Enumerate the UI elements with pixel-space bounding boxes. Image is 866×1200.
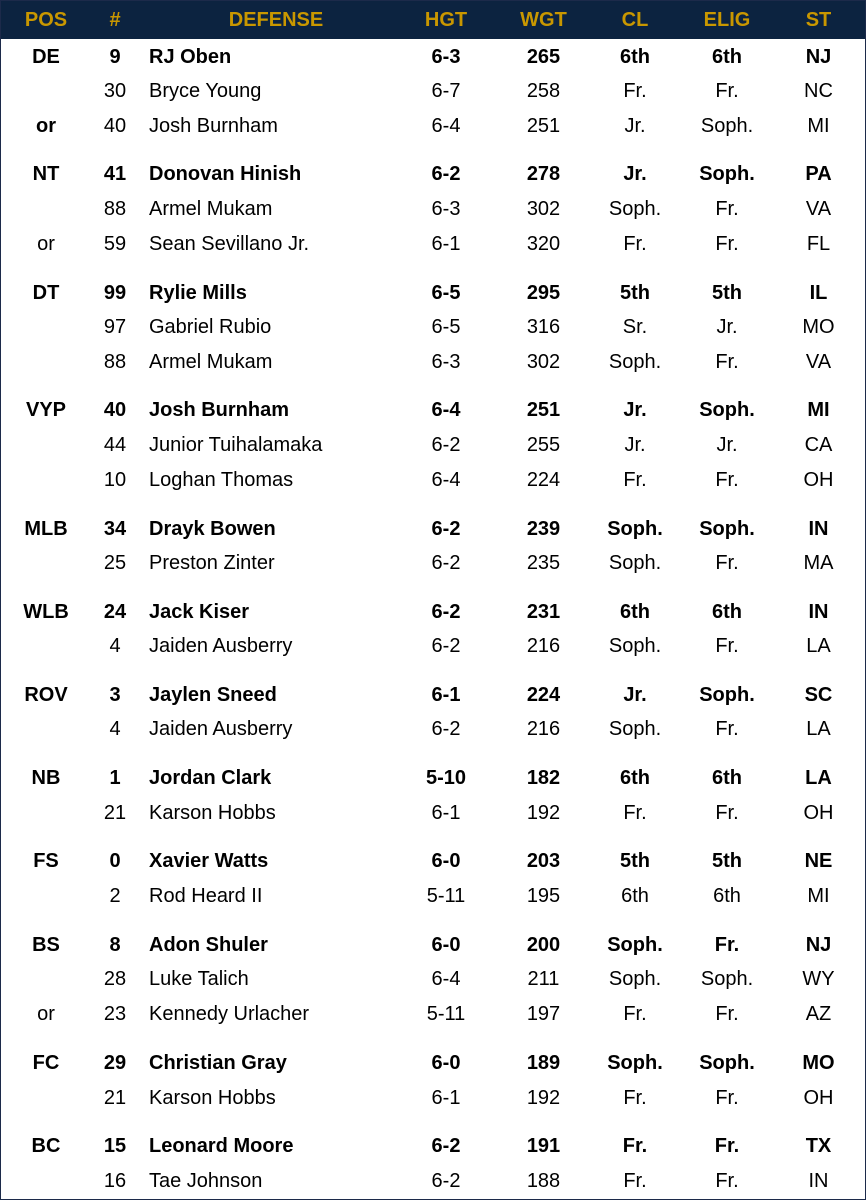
row-player-name: Josh Burnham [149,115,278,137]
row-class: Soph. [608,968,662,990]
row-player-name: Karson Hobbs [149,1087,276,1109]
table-row [1,546,865,580]
row-number: 88 [103,351,127,373]
row-eligibility: Fr. [715,1003,739,1025]
row-state: MI [807,399,830,421]
row-state: MI [807,115,830,137]
row-state: TX [805,1135,832,1157]
row-number: 21 [103,1087,127,1109]
header-defense: DEFENSE [228,9,324,31]
row-number: 41 [103,163,127,185]
row-eligibility: Fr. [715,718,739,740]
row-eligibility: Soph. [699,163,755,185]
row-class: Jr. [624,434,646,456]
row-weight: 195 [526,885,561,907]
row-pos: NB [31,767,61,789]
table-row [1,109,865,143]
row-number: 29 [103,1052,127,1074]
row-height: 6-2 [431,163,461,185]
row-weight: 251 [526,399,561,421]
row-player-name: Rod Heard II [149,885,263,907]
row-number: 97 [103,316,127,338]
row-height: 6-3 [431,46,461,68]
row-eligibility: 6th [712,46,742,68]
row-pos [1,629,91,663]
row-height: 6-7 [431,80,461,102]
table-row [1,928,865,962]
row-state: LA [806,718,831,740]
row-height: 6-2 [431,1135,461,1157]
row-player-name: Leonard Moore [149,1135,294,1157]
row-number: 4 [109,635,121,657]
row-weight: 211 [527,968,560,990]
row-height: 6-4 [431,115,461,137]
row-eligibility: Fr. [715,233,739,255]
table-row [1,74,865,108]
table-row [1,629,865,663]
row-state: WY [802,968,835,990]
row-pos: NT [32,163,60,185]
row-state: PA [805,163,832,185]
row-number: 16 [103,1170,127,1192]
row-class: 5th [620,282,650,304]
row-eligibility: Fr. [715,1087,739,1109]
row-number: 0 [109,850,121,872]
table-row [1,157,865,191]
row-weight: 216 [526,635,561,657]
row-height: 6-0 [431,934,461,956]
row-weight: 203 [526,850,561,872]
row-height: 5-11 [426,885,466,907]
row-number: 30 [103,80,127,102]
row-height: 6-2 [431,518,461,540]
row-player-name: Donovan Hinish [149,163,302,185]
row-class: Fr. [623,1003,647,1025]
row-weight: 320 [526,233,561,255]
row-class: Soph. [608,635,662,657]
table-row [1,1129,865,1163]
row-number: 34 [103,518,127,540]
row-class: Jr. [624,115,646,137]
header-class: CL [621,9,649,31]
row-class: Fr. [623,1170,647,1192]
row-player-name: Jaiden Ausberry [149,635,293,657]
row-pos [1,712,91,746]
row-height: 6-0 [431,850,461,872]
row-state: NE [804,850,833,872]
row-player-name: Preston Zinter [149,552,275,574]
header-pos: POS [24,9,68,31]
row-weight: 302 [526,198,561,220]
row-pos [1,1081,91,1115]
row-state: AZ [805,1003,832,1025]
row-pos: FS [33,850,59,872]
row-number: 28 [103,968,127,990]
table-row [1,393,865,427]
row-pos [1,796,91,830]
row-pos: DE [32,46,60,68]
row-class: Jr. [623,684,647,706]
row-pos: BS [32,934,60,956]
row-class: 6th [620,601,650,623]
row-pos [1,546,91,580]
row-number: 1 [109,767,121,789]
table-row [1,678,865,712]
row-state: IN [808,518,829,540]
row-class: Fr. [623,469,647,491]
row-height: 5-11 [426,1003,466,1025]
row-class: Sr. [622,316,648,338]
row-number: 25 [103,552,127,574]
row-pos: FC [32,1052,60,1074]
row-height: 6-2 [431,601,461,623]
table-row [1,796,865,830]
row-eligibility: Fr. [715,1170,739,1192]
table-row [1,962,865,996]
row-weight: 251 [526,115,561,137]
table-row [1,276,865,310]
table-row [1,310,865,344]
row-class: 6th [620,767,650,789]
row-number: 10 [103,469,127,491]
row-pos: DT [32,282,60,304]
row-pos: or [37,1003,55,1025]
row-state: NJ [805,46,832,68]
header-weight: WGT [520,9,567,31]
row-state: SC [804,684,833,706]
row-state: NJ [805,934,832,956]
row-player-name: Kennedy Urlacher [149,1003,310,1025]
row-player-name: Bryce Young [149,80,262,102]
header-state: ST [805,9,832,31]
row-class: Soph. [607,1052,663,1074]
row-player-name: Sean Sevillano Jr. [149,233,310,255]
row-height: 5-10 [425,767,467,789]
row-number: 3 [109,684,121,706]
row-player-name: Xavier Watts [149,850,269,872]
row-class: Jr. [623,163,647,185]
row-weight: 278 [526,163,561,185]
row-weight: 316 [526,316,561,338]
table-row [1,712,865,746]
row-pos [1,1164,91,1198]
row-height: 6-1 [431,233,461,255]
row-weight: 295 [526,282,561,304]
row-class: Fr. [623,233,647,255]
row-height: 6-1 [431,684,461,706]
row-eligibility: Jr. [716,434,738,456]
row-state: VA [805,351,832,373]
row-player-name: Christian Gray [149,1052,287,1074]
row-class: 5th [620,850,650,872]
row-eligibility: Fr. [715,351,739,373]
row-number: 44 [103,434,127,456]
row-height: 6-2 [431,635,461,657]
row-state: IN [808,601,829,623]
row-number: 21 [103,802,127,824]
row-class: 6th [620,46,650,68]
row-height: 6-5 [431,282,461,304]
row-state: LA [806,635,831,657]
row-weight: 302 [526,351,561,373]
row-eligibility: Fr. [715,469,739,491]
row-class: Soph. [608,552,662,574]
row-weight: 182 [526,767,561,789]
table-row [1,512,865,546]
table-row [1,463,865,497]
header-number: # [109,9,121,31]
table-row [1,595,865,629]
row-eligibility: Soph. [700,968,754,990]
row-class: Fr. [622,1135,648,1157]
row-weight: 188 [526,1170,561,1192]
row-player-name: Rylie Mills [149,282,247,304]
row-number: 59 [103,233,127,255]
table-row [1,879,865,913]
row-eligibility: Soph. [699,518,755,540]
row-eligibility: Soph. [700,115,754,137]
row-pos [1,428,91,462]
row-player-name: Jaiden Ausberry [149,718,293,740]
row-state: OH [803,1087,834,1109]
row-player-name: Drayk Bowen [149,518,276,540]
row-weight: 255 [526,434,561,456]
row-state: NC [804,80,833,102]
row-weight: 189 [526,1052,561,1074]
row-weight: 224 [526,684,561,706]
row-state: OH [803,469,834,491]
row-height: 6-4 [431,968,461,990]
row-weight: 265 [526,46,561,68]
row-player-name: Adon Shuler [149,934,268,956]
row-class: Fr. [623,802,647,824]
row-number: 15 [103,1135,127,1157]
row-player-name: Junior Tuihalamaka [149,434,323,456]
row-state: CA [804,434,833,456]
table-row [1,844,865,878]
row-eligibility: Fr. [715,198,739,220]
table-row [1,1081,865,1115]
row-height: 6-1 [431,1087,461,1109]
row-weight: 216 [526,718,561,740]
row-height: 6-4 [431,399,461,421]
row-pos: or [37,233,55,255]
row-player-name: Gabriel Rubio [149,316,272,338]
row-class: Jr. [623,399,647,421]
row-height: 6-0 [431,1052,461,1074]
table-row [1,1046,865,1080]
row-height: 6-5 [431,316,461,338]
row-pos [1,192,91,226]
row-class: 6th [621,885,649,907]
row-weight: 231 [526,601,561,623]
row-eligibility: Fr. [715,552,739,574]
row-number: 4 [109,718,121,740]
row-weight: 235 [526,552,561,574]
row-pos: VYP [25,399,67,421]
row-eligibility: 6th [712,767,742,789]
row-pos [1,345,91,379]
table-row [1,40,865,74]
row-class: Soph. [608,351,662,373]
table-row [1,192,865,226]
row-state: MO [802,1052,835,1074]
row-eligibility: Fr. [715,635,739,657]
row-weight: 224 [526,469,561,491]
row-pos [1,962,91,996]
row-state: OH [803,802,834,824]
row-eligibility: Soph. [699,1052,755,1074]
header-eligibility: ELIG [703,9,751,31]
row-height: 6-1 [431,802,461,824]
row-height: 6-3 [431,351,461,373]
row-eligibility: Soph. [699,399,755,421]
row-player-name: Jack Kiser [149,601,250,623]
row-pos: MLB [24,518,68,540]
row-pos [1,74,91,108]
table-row [1,761,865,795]
row-state: FL [806,233,831,255]
row-eligibility: 6th [712,601,742,623]
row-eligibility: Fr. [714,1135,740,1157]
row-state: IL [809,282,828,304]
table-row [1,345,865,379]
row-pos [1,310,91,344]
table-row [1,428,865,462]
row-weight: 197 [526,1003,561,1025]
row-weight: 192 [526,1087,561,1109]
row-number: 23 [103,1003,127,1025]
row-pos: WLB [23,601,69,623]
header-height: HGT [424,9,468,31]
row-weight: 191 [526,1135,561,1157]
row-number: 88 [103,198,127,220]
row-number: 99 [103,282,127,304]
row-pos: or [36,115,56,137]
row-pos: BC [31,1135,61,1157]
row-eligibility: 6th [713,885,741,907]
row-state: VA [805,198,832,220]
row-number: 9 [109,46,121,68]
row-eligibility: Soph. [699,684,755,706]
row-player-name: RJ Oben [149,46,232,68]
row-player-name: Armel Mukam [149,351,273,373]
row-class: Fr. [623,1087,647,1109]
row-eligibility: 5th [712,850,742,872]
row-player-name: Loghan Thomas [149,469,294,491]
row-eligibility: Fr. [715,802,739,824]
row-height: 6-2 [431,718,461,740]
row-height: 6-4 [431,469,461,491]
row-weight: 192 [526,802,561,824]
row-height: 6-2 [431,434,461,456]
row-player-name: Jaylen Sneed [149,684,277,706]
row-player-name: Luke Talich [149,968,249,990]
table-row [1,1164,865,1198]
row-eligibility: Fr. [714,934,740,956]
row-player-name: Jordan Clark [149,767,272,789]
row-class: Soph. [607,934,663,956]
row-state: IN [808,1170,829,1192]
row-class: Soph. [607,518,663,540]
row-player-name: Karson Hobbs [149,802,276,824]
row-state: LA [805,767,832,789]
row-number: 40 [103,115,127,137]
row-player-name: Tae Johnson [149,1170,263,1192]
row-state: MA [803,552,834,574]
row-weight: 200 [526,934,561,956]
row-number: 8 [109,934,121,956]
row-number: 2 [109,885,121,907]
row-pos [1,879,91,913]
table-header [1,1,865,39]
table-row [1,227,865,261]
row-pos: ROV [24,684,68,706]
row-height: 6-3 [431,198,461,220]
row-eligibility: Fr. [715,80,739,102]
row-eligibility: Jr. [716,316,738,338]
row-weight: 239 [526,518,561,540]
row-state: MI [807,885,830,907]
row-number: 24 [103,601,127,623]
row-weight: 258 [526,80,561,102]
row-eligibility: 5th [712,282,742,304]
row-class: Soph. [608,718,662,740]
row-player-name: Josh Burnham [149,399,290,421]
row-height: 6-2 [431,552,461,574]
table-row [1,997,865,1031]
row-player-name: Armel Mukam [149,198,273,220]
row-height: 6-2 [431,1170,461,1192]
row-class: Fr. [623,80,647,102]
row-state: MO [802,316,835,338]
row-number: 40 [103,399,127,421]
row-class: Soph. [608,198,662,220]
row-pos [1,463,91,497]
